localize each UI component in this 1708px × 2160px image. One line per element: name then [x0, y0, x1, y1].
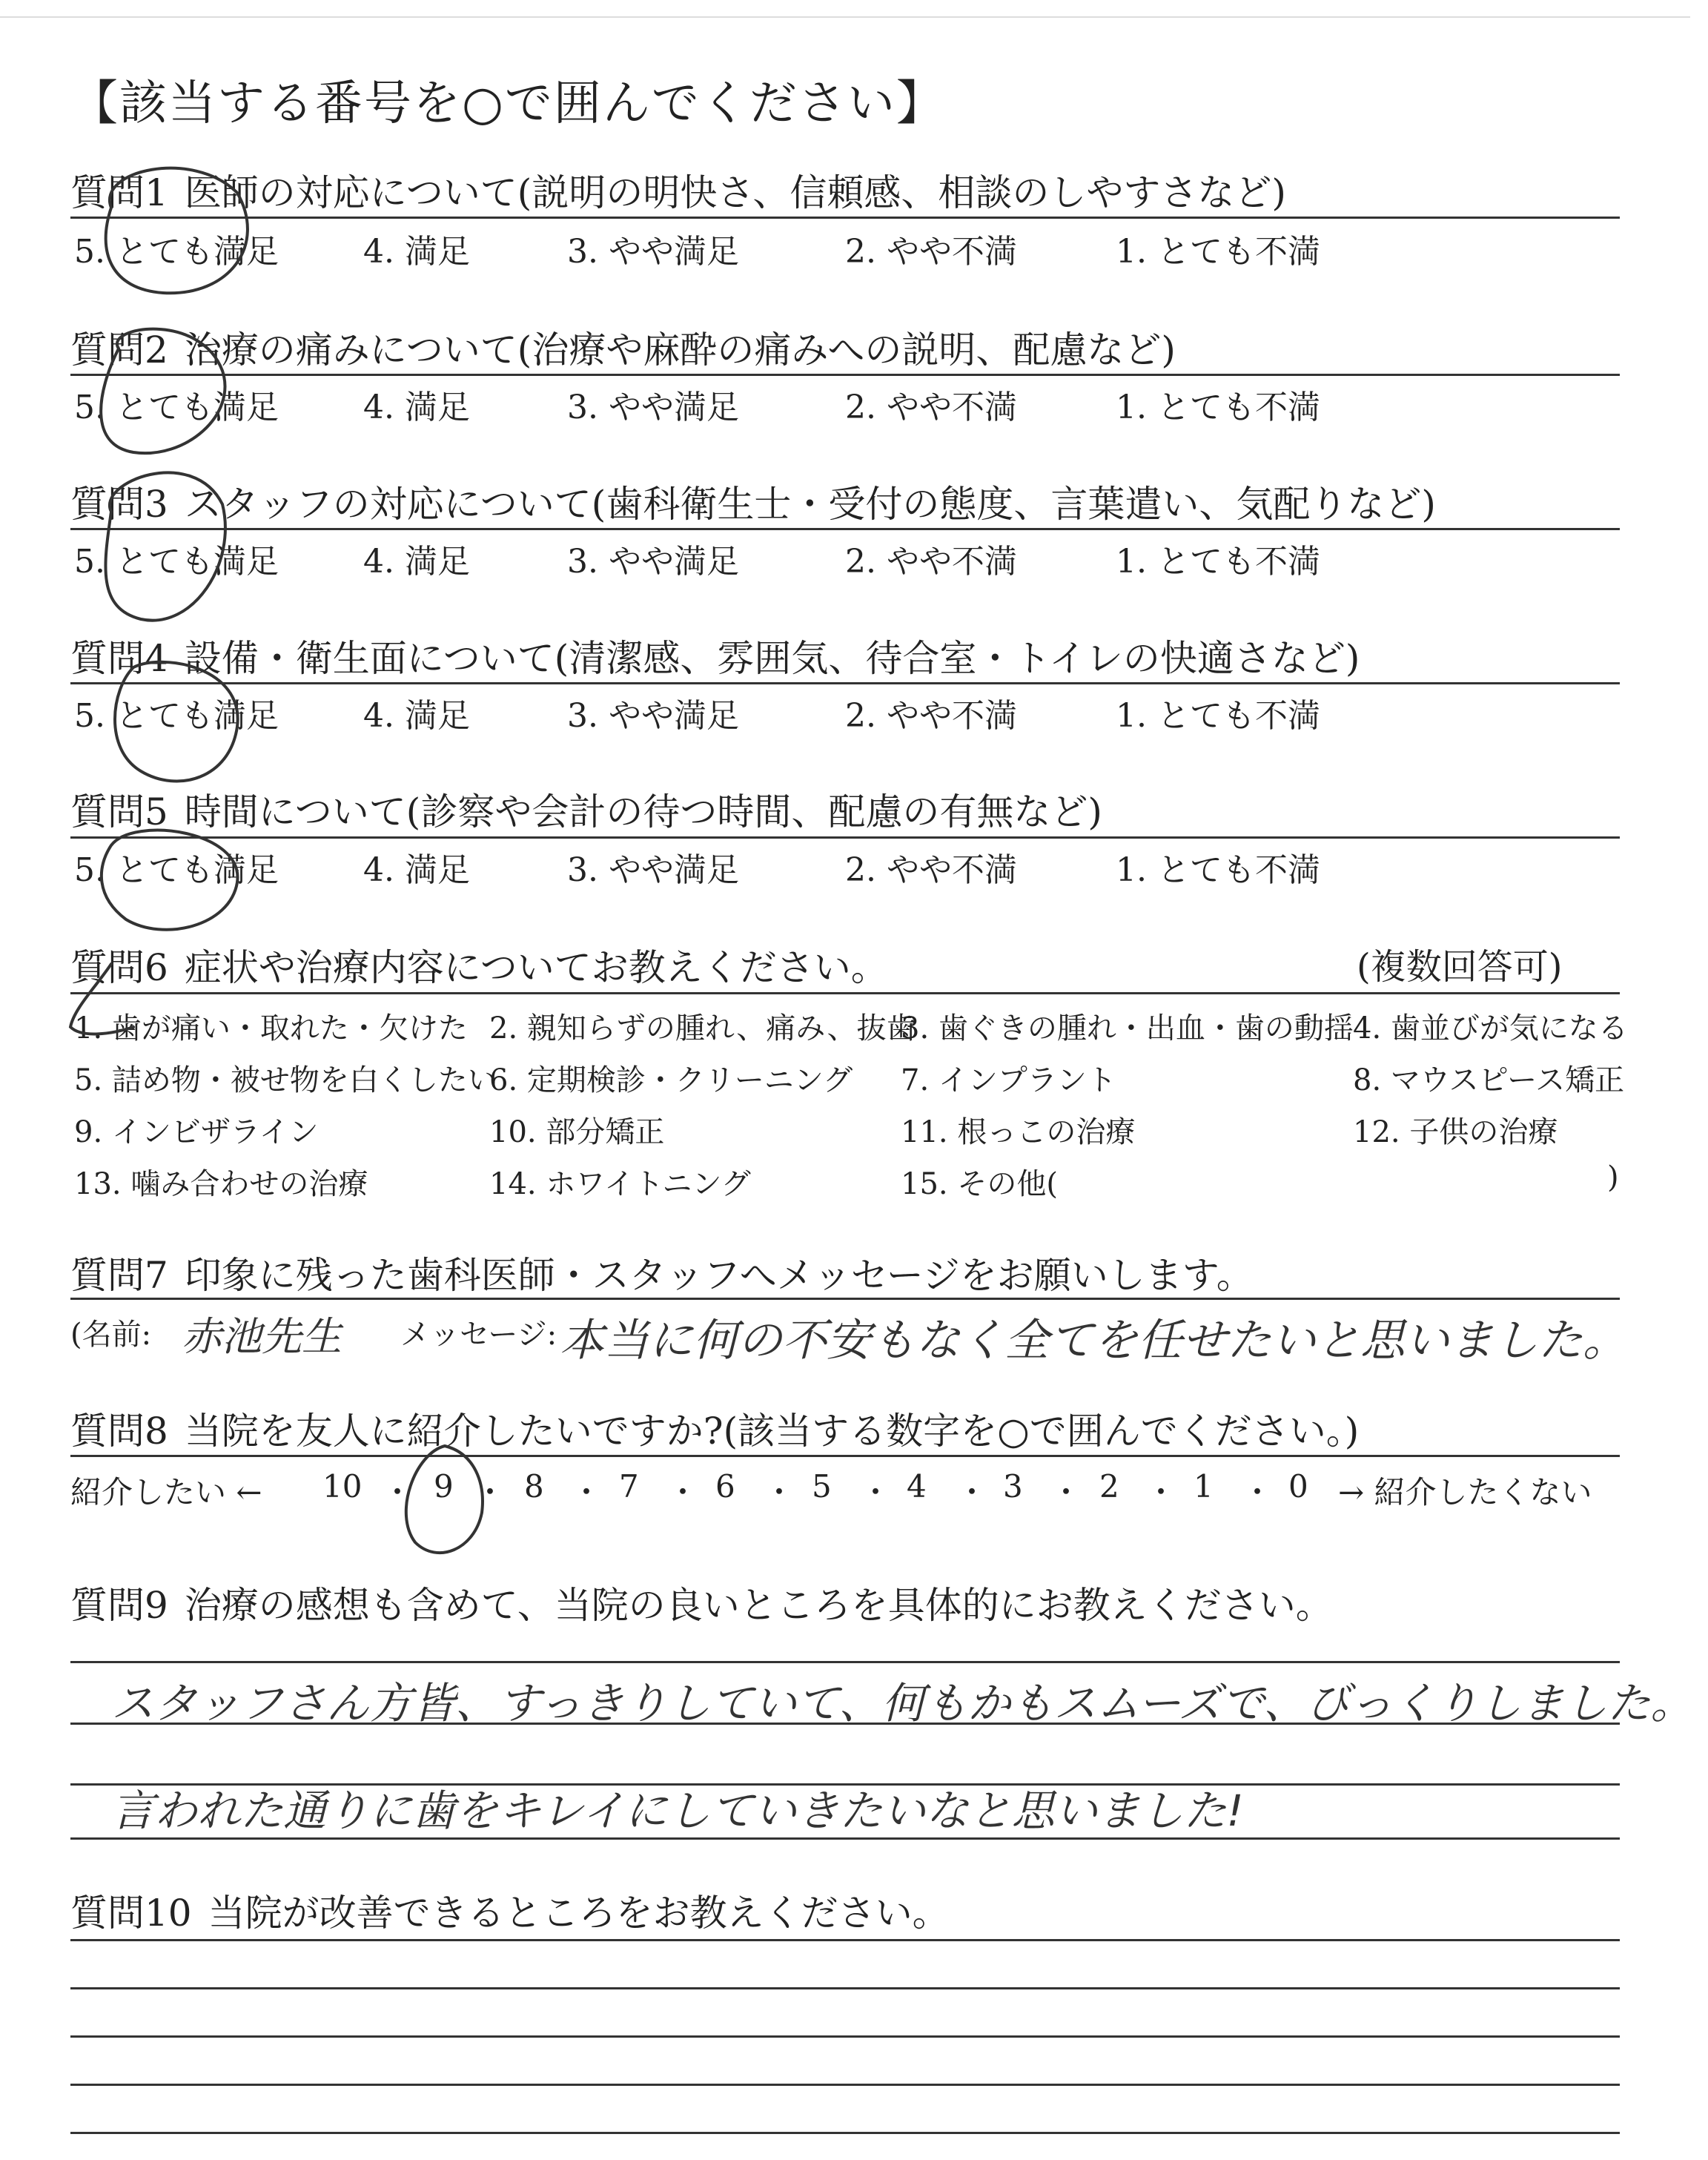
question-7-text: 印象に残った歯科医師・スタッフへメッセージをお願いします。 [184, 1254, 1254, 1297]
question-4-number: 質問4 [70, 637, 168, 680]
q4-option-2[interactable]: 2. やや不満 [845, 697, 1017, 735]
question-9-number: 質問9 [70, 1584, 168, 1627]
scale-6[interactable]: 6 [715, 1468, 735, 1505]
q3-option-1[interactable]: 1. とても不満 [1116, 543, 1320, 581]
circle-q8-9 [406, 1446, 483, 1553]
q3-option-5[interactable]: 5. とても満足 [74, 543, 279, 581]
scale-5[interactable]: 5 [812, 1468, 832, 1505]
symptom-option-3[interactable]: 3. 歯ぐきの腫れ・出血・歯の動揺 [901, 1011, 1354, 1046]
circle-q5 [102, 830, 238, 930]
question-2-number: 質問2 [70, 328, 168, 371]
question-8-number: 質問8 [70, 1410, 168, 1453]
handwritten-name: 赤池先生 [182, 1313, 342, 1360]
scale-dot: ・ [382, 1474, 414, 1510]
q4-option-5[interactable]: 5. とても満足 [74, 697, 279, 735]
symptom-option-7[interactable]: 7. インプラント [901, 1063, 1116, 1097]
question-3-number: 質問3 [70, 483, 168, 526]
question-7-number: 質問7 [70, 1254, 168, 1297]
multiple-answers-note: (複数回答可) [1357, 946, 1563, 988]
question-5-text: 時間について(診察や会計の待つ時間、配慮の有無など) [184, 790, 1102, 833]
scale-1[interactable]: 1 [1194, 1468, 1214, 1505]
message-label: メッセージ: [400, 1318, 557, 1352]
scale-4[interactable]: 4 [907, 1468, 927, 1505]
q2-option-2[interactable]: 2. やや不満 [845, 389, 1017, 426]
handwritten-answer-line-1: スタッフさん方皆、すっきりしていて、何もかもスムーズで、びっくりしました。 [111, 1678, 1694, 1728]
q2-option-4[interactable]: 4. 満足 [363, 389, 470, 426]
symptom-option-4[interactable]: 4. 歯並びが気になる [1353, 1011, 1628, 1046]
question-9-text: 治療の感想も含めて、当院の良いところを具体的にお教えください。 [184, 1584, 1333, 1627]
circle-q2 [101, 329, 225, 453]
q5-option-2[interactable]: 2. やや不満 [845, 851, 1017, 889]
q4-option-4[interactable]: 4. 満足 [363, 697, 470, 735]
scale-10[interactable]: 10 [322, 1468, 363, 1505]
q1-option-1[interactable]: 1. とても不満 [1116, 233, 1320, 271]
question-6-number: 質問6 [70, 946, 168, 989]
symptom-option-2[interactable]: 2. 親知らずの腫れ、痛み、抜歯 [489, 1011, 916, 1046]
q3-option-4[interactable]: 4. 満足 [363, 543, 470, 581]
scale-dot: ・ [1050, 1474, 1082, 1510]
symptom-option-6[interactable]: 6. 定期検診・クリーニング [489, 1063, 853, 1097]
scale-0[interactable]: 0 [1288, 1468, 1308, 1505]
scale-9[interactable]: 9 [434, 1468, 454, 1505]
q5-option-5[interactable]: 5. とても満足 [74, 851, 279, 889]
q4-option-3[interactable]: 3. やや満足 [567, 697, 739, 735]
circle-q4 [115, 662, 238, 782]
symptom-option-13[interactable]: 13. 噛み合わせの治療 [74, 1167, 368, 1201]
q1-option-2[interactable]: 2. やや不満 [845, 233, 1017, 271]
scale-2[interactable]: 2 [1099, 1468, 1119, 1505]
page-header: 【該当する番号を○で囲んでください】 [70, 76, 945, 131]
symptom-option-1[interactable]: 1. 歯が痛い・取れた・欠けた [74, 1011, 468, 1046]
question-10-text: 当院が改善できるところをお教えください。 [208, 1892, 950, 1935]
q4-option-1[interactable]: 1. とても不満 [1116, 697, 1320, 735]
scale-dot: ・ [956, 1474, 988, 1510]
q2-option-1[interactable]: 1. とても不満 [1116, 389, 1320, 426]
scale-dot: ・ [1145, 1474, 1177, 1510]
scale-left-label: 紹介したい ← [70, 1474, 262, 1510]
scale-dot: ・ [571, 1474, 603, 1510]
question-5-number: 質問5 [70, 790, 168, 833]
q3-option-3[interactable]: 3. やや満足 [567, 543, 739, 581]
mark-q6-item-1 [70, 964, 133, 1034]
q1-option-5[interactable]: 5. とても満足 [74, 233, 279, 271]
symptom-option-8[interactable]: 8. マウスピース矯正 [1353, 1063, 1625, 1097]
symptom-option-14[interactable]: 14. ホワイトニング [489, 1167, 751, 1201]
scale-dot: ・ [764, 1474, 795, 1510]
q3-option-2[interactable]: 2. やや不満 [845, 543, 1017, 581]
circle-q1 [106, 168, 248, 294]
scale-dot: ・ [667, 1474, 699, 1510]
q5-option-1[interactable]: 1. とても不満 [1116, 851, 1320, 889]
question-6-text: 症状や治療内容についてお教えください。 [184, 946, 888, 989]
q2-option-5[interactable]: 5. とても満足 [74, 389, 279, 426]
scale-right-label: → 紹介したくない [1338, 1474, 1592, 1510]
symptom-option-9[interactable]: 9. インビザライン [74, 1115, 319, 1149]
handwritten-message: 本当に何の不安もなく全てを任せたいと思いました。 [560, 1315, 1627, 1367]
symptom-option-5[interactable]: 5. 詰め物・被せ物を白くしたい [74, 1063, 497, 1097]
scale-8[interactable]: 8 [524, 1468, 544, 1505]
symptom-option-11[interactable]: 11. 根っこの治療 [901, 1115, 1136, 1149]
question-10-number: 質問10 [70, 1892, 192, 1935]
question-1-text: 医師の対応について(説明の明快さ、信頼感、相談のしやすさなど) [184, 171, 1286, 214]
question-2-text: 治療の痛みについて(治療や麻酔の痛みへの説明、配慮など) [184, 328, 1176, 371]
q5-option-3[interactable]: 3. やや満足 [567, 851, 739, 889]
question-3-text: スタッフの対応について(歯科衛生士・受付の態度、言葉遣い、気配りなど) [184, 483, 1436, 526]
q1-option-3[interactable]: 3. やや満足 [567, 233, 739, 271]
symptom-option-12[interactable]: 12. 子供の治療 [1353, 1115, 1558, 1149]
name-label: (名前: [70, 1318, 152, 1352]
question-4-text: 設備・衛生面について(清潔感、雰囲気、待合室・トイレの快適さなど) [184, 637, 1360, 680]
handwritten-answer-line-2: 言われた通りに歯をキレイにしていきたいなと思いました! [111, 1786, 1244, 1836]
scale-3[interactable]: 3 [1003, 1468, 1023, 1505]
q2-option-3[interactable]: 3. やや満足 [567, 389, 739, 426]
q1-option-4[interactable]: 4. 満足 [363, 233, 470, 271]
scale-7[interactable]: 7 [619, 1468, 639, 1505]
question-1-number: 質問1 [70, 171, 168, 214]
q5-option-4[interactable]: 4. 満足 [363, 851, 470, 889]
scale-dot: ・ [1242, 1474, 1274, 1510]
scale-dot: ・ [860, 1474, 892, 1510]
scale-dot: ・ [474, 1474, 506, 1510]
circle-q3 [105, 472, 225, 620]
symptom-option-15[interactable]: 15. その他( [901, 1167, 1058, 1201]
other-close-paren: ) [1607, 1160, 1619, 1195]
symptom-option-10[interactable]: 10. 部分矯正 [489, 1115, 665, 1149]
question-8-text: 当院を友人に紹介したいですか?(該当する数字を○で囲んでください。) [184, 1410, 1360, 1453]
